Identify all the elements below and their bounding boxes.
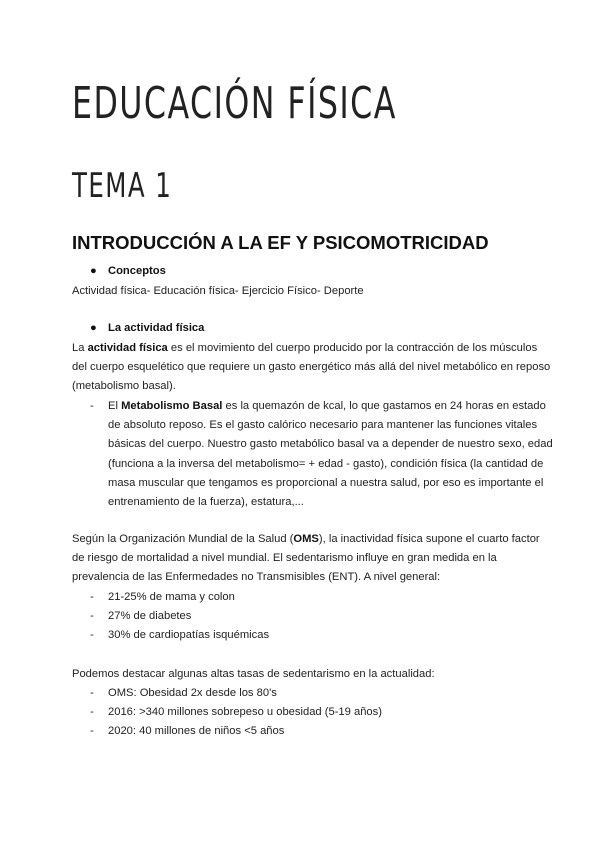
list-item-text: 2020: 40 millones de niños <5 años bbox=[108, 725, 285, 738]
bullet-icon: ● bbox=[90, 322, 97, 334]
list-item bbox=[90, 588, 560, 607]
list-item bbox=[90, 722, 560, 741]
dash-marker: - bbox=[90, 629, 94, 642]
list-item-text: 30% de cardiopatías isquémicas bbox=[108, 629, 270, 642]
text-run: es el movimiento del cuerpo producido por la contracción de los músculos del cuerpo esquelético que requiere un gasto energético más allá del nivel metabólico en reposo (metabolismo basal). bbox=[72, 342, 551, 393]
dash-marker: - bbox=[90, 687, 94, 699]
dash-marker: - bbox=[90, 610, 94, 623]
text-run: El bbox=[108, 400, 122, 412]
list-item bbox=[90, 626, 560, 645]
document-title: EDUCACIÓN FÍSICA bbox=[72, 78, 397, 129]
list-item-text: 2016: >340 millones sobrepeso u obesidad (5-19 años) bbox=[108, 706, 382, 719]
actividad-paragraph bbox=[72, 339, 552, 397]
section-heading: INTRODUCCIÓN A LA EF Y PSICOMOTRICIDAD bbox=[72, 232, 489, 253]
list-item-text: 27% de diabetes bbox=[108, 610, 192, 623]
list-item bbox=[90, 397, 560, 512]
oms-paragraph bbox=[72, 530, 552, 588]
dash-marker: - bbox=[90, 400, 94, 412]
list-item-text: OMS: Obesidad 2x desde los 80's bbox=[108, 687, 277, 699]
sedentarismo-paragraph: Podemos destacar algunas altas tasas de sedentarismo en la actualidad: bbox=[72, 668, 435, 680]
list-item-text: 21-25% de mama y colon bbox=[108, 591, 235, 603]
text-run: La bbox=[72, 342, 88, 354]
bold-term: Metabolismo Basal bbox=[121, 400, 223, 412]
list-item bbox=[90, 684, 560, 703]
conceptos-label: Conceptos bbox=[108, 265, 166, 277]
bullet-conceptos bbox=[90, 265, 166, 277]
actividad-label: La actividad física bbox=[108, 322, 205, 334]
dash-marker: - bbox=[90, 725, 94, 738]
document-subtitle: TEMA 1 bbox=[72, 166, 173, 206]
conceptos-text: Actividad física- Educación física- Ejercicio Físico- Deporte bbox=[72, 285, 364, 297]
oms-list bbox=[90, 588, 560, 646]
bold-term: OMS bbox=[293, 533, 319, 545]
metabolismo-list bbox=[90, 397, 560, 512]
bullet-icon: ● bbox=[90, 265, 97, 277]
list-item bbox=[90, 703, 560, 722]
text-run: es la quemazón de kcal, lo que gastamos en 24 horas en estado de absoluto reposo. Es el gasto calórico necesario para mantener las funciones vitales básicas del cuerpo. Nuestro gasto metabólico basal va a depender de nuestro sexo, edad (funciona a la inversa del metabolismo= + edad - gasto), condición física (la cantidad de masa muscular que tengamos es proporcional a nuestra salud, por eso es importante el entrenamiento de la fuerza), estatura,... bbox=[108, 400, 553, 509]
bullet-actividad-fisica bbox=[90, 322, 204, 334]
list-item bbox=[90, 607, 560, 626]
bold-term: actividad física bbox=[87, 342, 168, 354]
text-run: ), la inactividad física supone el cuarto factor de riesgo de mortalidad a nivel mundial. El sedentarismo influye en gran medida en la prevalencia de las Enfermedades no Transmisibles (ENT). A nivel general: bbox=[72, 533, 540, 584]
sedentarismo-list bbox=[90, 684, 560, 742]
text-run: Según la Organización Mundial de la Salud ( bbox=[72, 533, 294, 545]
dash-marker: - bbox=[90, 706, 94, 719]
dash-marker: - bbox=[90, 591, 94, 603]
